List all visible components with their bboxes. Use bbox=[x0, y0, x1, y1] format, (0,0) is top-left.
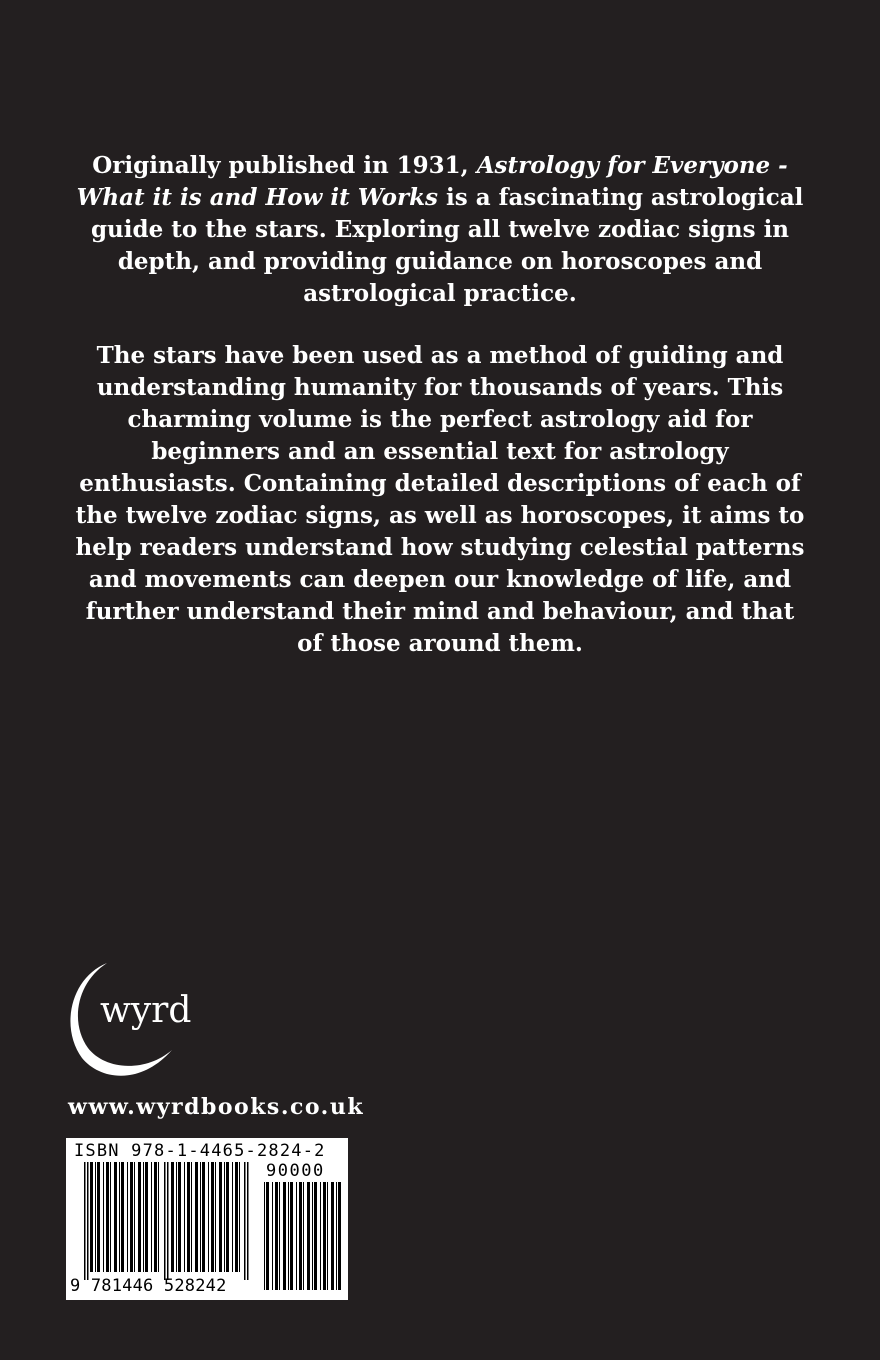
blurb-intro-text: Originally published in 1931, bbox=[92, 152, 477, 179]
price-code: 90000 bbox=[266, 1161, 325, 1181]
publisher-website: www.wyrdbooks.co.uk bbox=[68, 1094, 365, 1120]
back-cover-blurb bbox=[70, 150, 810, 690]
isbn-label: ISBN 978-1-4465-2824-2 bbox=[74, 1141, 326, 1161]
blurb-paragraph-2: The stars have been used as a method of guiding and understanding humanity for thousands of years. This charming volume is the perfect astrology aid for beginners and an essential text for astrology enthusiasts. Containing detailed descriptions of each of the twelve zodiac signs, as well as horoscopes, it aims to help readers understand how studying celestial patterns and movements can deepen our knowledge of life, and further understand their mind and behaviour, and that of those around them. bbox=[75, 342, 805, 657]
book-title: Astrology for Everyone - What it is and How it Works bbox=[76, 152, 788, 211]
isbn-barcode bbox=[66, 1138, 348, 1300]
publisher-logo-text: wyrd bbox=[100, 990, 192, 1031]
ean-digits: 9 781446 528242 bbox=[70, 1276, 227, 1296]
blurb-paragraph-1 bbox=[70, 150, 810, 310]
blurb-intro-rest: is a fascinating astrological guide to the stars. Exploring all twelve zodiac signs in depth, and providing guidance on horoscopes and astrological practice. bbox=[90, 184, 804, 307]
